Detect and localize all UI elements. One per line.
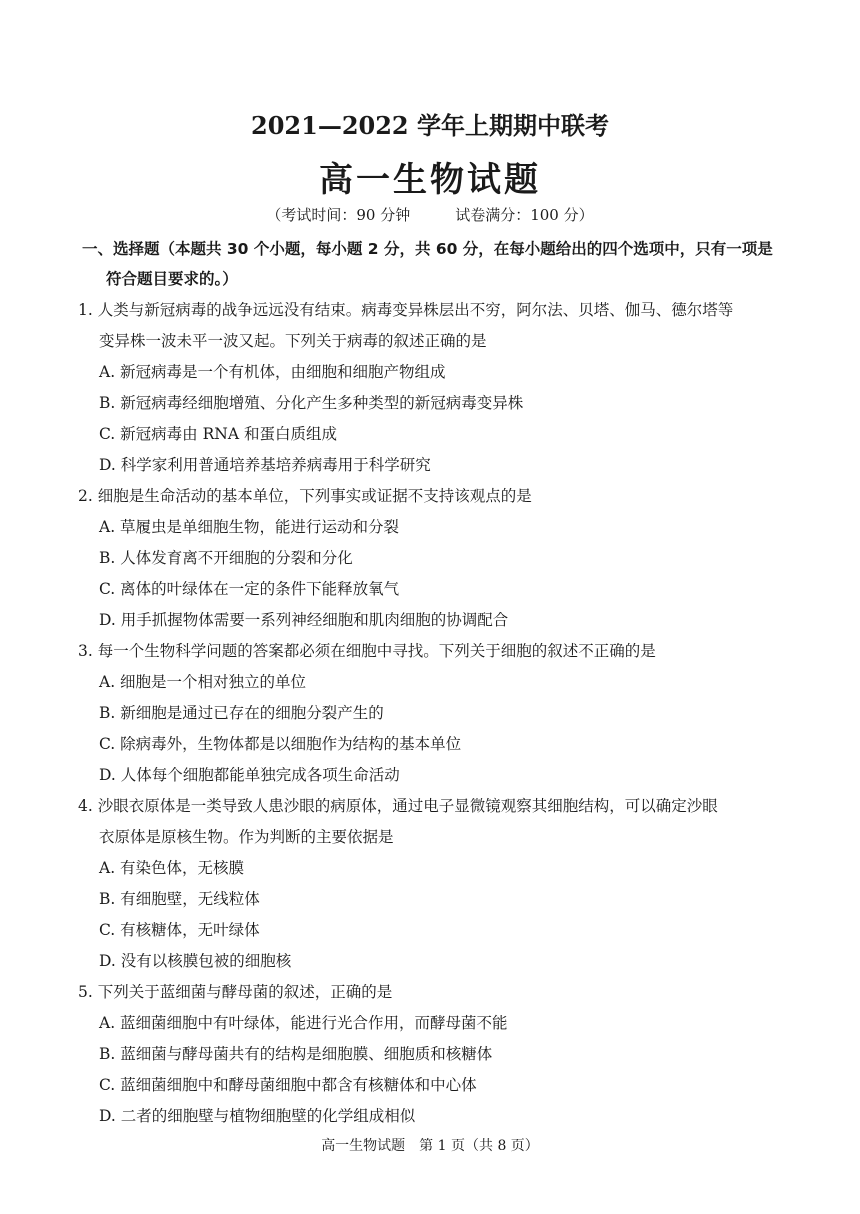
option-a: A. 细胞是一个相对独立的单位: [99, 673, 307, 691]
question-stem: [78, 791, 788, 853]
question-2: [78, 481, 788, 636]
question-3: [78, 636, 788, 791]
option-d: D. 二者的细胞壁与植物细胞壁的化学组成相似: [99, 1107, 416, 1125]
question-stem-line: 衣原体是原核生物。作为判断的主要依据是: [99, 828, 394, 846]
option-b: B. 人体发育离不开细胞的分裂和分化: [99, 549, 353, 567]
option-c: C. 除病毒外，生物体都是以细胞作为结构的基本单位: [99, 735, 462, 753]
section-header-line: 符合题目要求的。）: [106, 270, 238, 288]
exam-title: 2021—2022 学年上期期中联考: [251, 111, 609, 140]
question-stem-line: 2. 细胞是生命活动的基本单位，下列事实或证据不支持该观点的是: [78, 487, 532, 505]
question-stem: [78, 295, 788, 357]
question-stem: [78, 977, 788, 1008]
question-stem-line: 5. 下列关于蓝细菌与酵母菌的叙述，正确的是: [78, 983, 393, 1001]
option-d: D. 用手抓握物体需要一系列神经细胞和肌肉细胞的协调配合: [99, 611, 509, 629]
exam-info: （考试时间：90 分钟 试卷满分：100 分）: [266, 206, 594, 224]
page-footer: 高一生物试题 第 1 页（共 8 页）: [321, 1138, 539, 1154]
question-4: [78, 791, 788, 977]
option-a: A. 蓝细菌细胞中有叶绿体，能进行光合作用，而酵母菌不能: [99, 1014, 508, 1032]
question-list: [78, 295, 788, 1132]
option-a: A. 新冠病毒是一个有机体，由细胞和细胞产物组成: [99, 363, 446, 381]
option-d: D. 科学家利用普通培养基培养病毒用于科学研究: [99, 456, 431, 474]
question-stem-line: 3. 每一个生物科学问题的答案都必须在细胞中寻找。下列关于细胞的叙述不正确的是: [78, 642, 656, 660]
option-b: B. 蓝细菌与酵母菌共有的结构是细胞膜、细胞质和核糖体: [99, 1045, 493, 1063]
section-header-line: 一、选择题（本题共 30 个小题，每小题 2 分，共 60 分，在每小题给出的四个选项中，只有一项是: [82, 240, 773, 258]
question-stem: [78, 636, 788, 667]
option-c: C. 蓝细菌细胞中和酵母菌细胞中都含有核糖体和中心体: [99, 1076, 477, 1094]
option-c: C. 离体的叶绿体在一定的条件下能释放氧气: [99, 580, 400, 598]
option-a: A. 有染色体，无核膜: [99, 859, 245, 877]
option-b: B. 新细胞是通过已存在的细胞分裂产生的: [99, 704, 384, 722]
option-c: C. 新冠病毒由 RNA 和蛋白质组成: [99, 425, 337, 443]
question-stem: [78, 481, 788, 512]
option-d: D. 没有以核膜包被的细胞核: [99, 952, 292, 970]
question-5: [78, 977, 788, 1132]
question-stem-line: 4. 沙眼衣原体是一类导致人患沙眼的病原体，通过电子显微镜观察其细胞结构，可以确定沙眼: [78, 797, 718, 815]
subject-title: 高一生物试题: [319, 160, 541, 200]
option-b: B. 新冠病毒经细胞增殖、分化产生多种类型的新冠病毒变异株: [99, 394, 524, 412]
option-b: B. 有细胞壁，无线粒体: [99, 890, 260, 908]
section-header: [82, 234, 782, 294]
option-c: C. 有核糖体，无叶绿体: [99, 921, 260, 939]
option-d: D. 人体每个细胞都能单独完成各项生命活动: [99, 766, 400, 784]
question-1: [78, 295, 788, 481]
question-stem-line: 1. 人类与新冠病毒的战争远远没有结束。病毒变异株层出不穷，阿尔法、贝塔、伽马、德尔塔等: [78, 301, 734, 319]
option-a: A. 草履虫是单细胞生物，能进行运动和分裂: [99, 518, 400, 536]
question-stem-line: 变异株一波未平一波又起。下列关于病毒的叙述正确的是: [99, 332, 487, 350]
